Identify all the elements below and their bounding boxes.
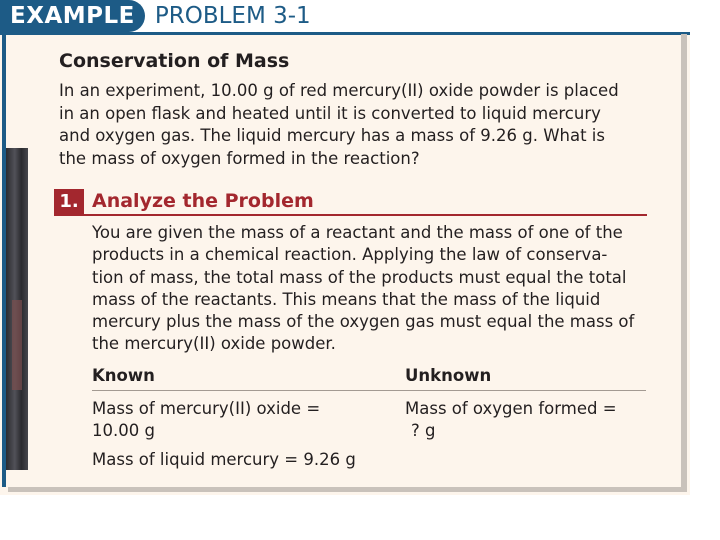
known-heading: Known xyxy=(92,366,155,385)
unknown-item-1-value: ? g xyxy=(411,421,436,440)
analysis-line: products in a chemical reaction. Applying the law of conserva- xyxy=(92,245,608,265)
photo-highlight xyxy=(12,300,22,390)
unknown-item-1-line: Mass of oxygen formed = xyxy=(405,399,617,418)
known-item-1-line: Mass of mercury(II) oxide = xyxy=(92,399,321,418)
problem-number: PROBLEM 3-1 xyxy=(154,3,311,29)
problem-statement xyxy=(59,80,659,170)
known-item-1-value: 10.00 g xyxy=(92,421,155,440)
step-number: 1. xyxy=(54,189,84,214)
example-badge: EXAMPLE xyxy=(0,0,145,32)
analysis-line: You are given the mass of a reactant and the mass of one of the xyxy=(92,223,623,242)
known-item-1 xyxy=(92,398,320,442)
step-heading xyxy=(54,188,647,216)
table-rule xyxy=(92,390,646,391)
analysis-line: the mercury(II) oxide powder. xyxy=(92,334,336,354)
analysis-line: tion of mass, the total mass of the products must equal the total xyxy=(92,267,627,287)
page-shadow-bottom xyxy=(8,487,687,492)
unknown-item-1 xyxy=(405,398,617,442)
analysis-text xyxy=(92,222,648,356)
analysis-line: mercury plus the mass of the oxygen gas must equal the mass of xyxy=(92,312,635,332)
page-shadow-right xyxy=(681,34,687,492)
problem-title: Conservation of Mass xyxy=(59,50,290,72)
example-header xyxy=(0,0,690,32)
analysis-line: mass of the reactants. This means that the mass of the liquid xyxy=(92,289,601,309)
statement-line: and oxygen gas. The liquid mercury has a mass of 9.26 g. What is xyxy=(59,126,605,145)
unknown-heading: Unknown xyxy=(405,366,492,385)
statement-line: the mass of oxygen formed in the reaction? xyxy=(59,148,420,168)
step-title: Analyze the Problem xyxy=(92,190,314,212)
known-item-2: Mass of liquid mercury = 9.26 g xyxy=(92,450,356,469)
statement-line: In an experiment, 10.00 g of red mercury(II) oxide powder is placed xyxy=(59,81,619,100)
statement-line: in an open flask and heated until it is converted to liquid mercury xyxy=(59,103,601,123)
